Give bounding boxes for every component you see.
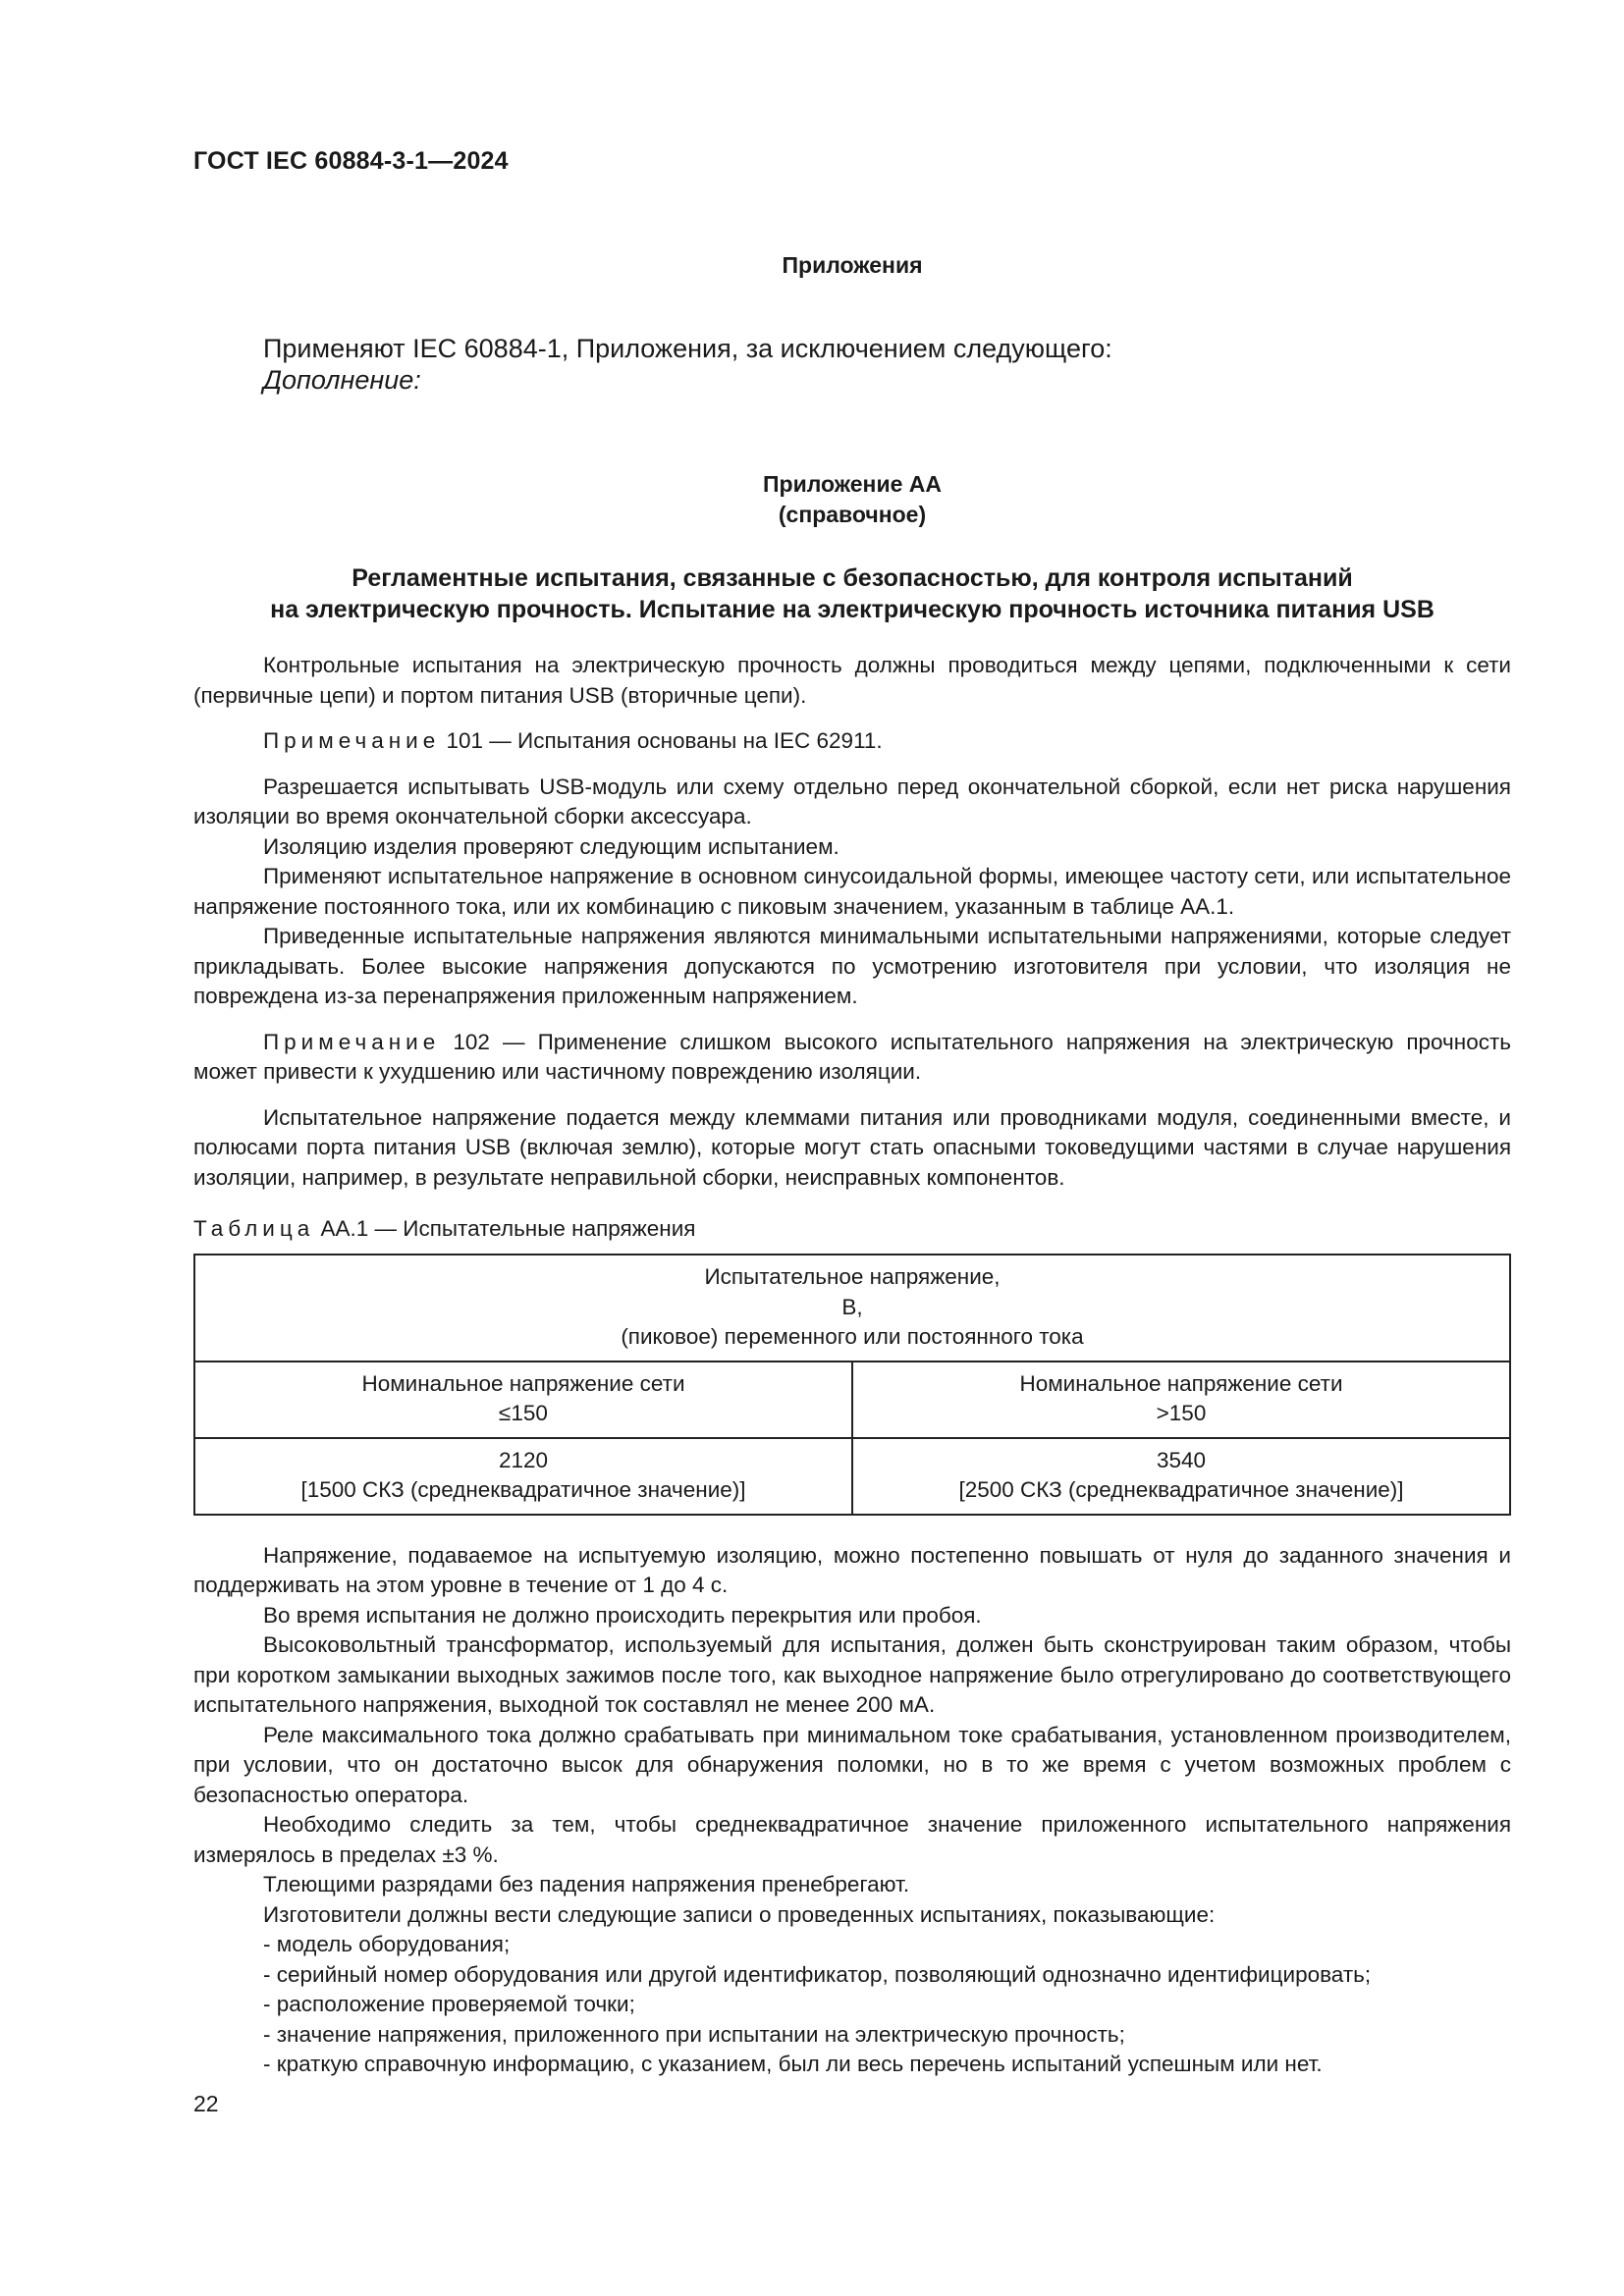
note-102: [193, 1028, 1511, 1088]
paragraph: Тлеющими разрядами без падения напряжения пренебрегают.: [263, 1872, 910, 1896]
column-header-line: >150: [1156, 1401, 1207, 1425]
paragraph: Высоковольтный трансформатор, используемый для испытания, должен быть сконструирован таким образом, чтобы при коротком замыкании выходных зажимов после того, как выходное напряжение было отрегулировано до соответствующего испытательного напряжения, выходной ток составлял не менее 200 мА.: [193, 1632, 1511, 1717]
body-text-after-table: [193, 1541, 1511, 2080]
paragraph: Испытательное напряжение подается между клеммами питания или проводниками модуля, соединенными вместе, и полюсами порта питания USB (включая землю), которые могут стать опасными токоведущими частями в случае нарушения изоляции, например, в результате неправильной сборки, неисправных компонентов.: [193, 1104, 1511, 1190]
table-column-header: [194, 1362, 852, 1438]
annex-title: Приложение АА: [762, 471, 942, 497]
table-caption: [193, 1214, 1511, 1244]
list-item: - значение напряжения, приложенного при испытании на электрическую прочность;: [263, 2021, 1125, 2047]
table-column-header: [852, 1362, 1510, 1438]
paragraph: Во время испытания не должно происходить перекрытия или пробоя.: [263, 1602, 982, 1628]
header-line: Испытательное напряжение,: [704, 1264, 1001, 1289]
annex-heading-line1: Регламентные испытания, связанные с безопасностью, для контроля испытаний: [352, 564, 1353, 592]
column-header-line: Номинальное напряжение сети: [361, 1370, 685, 1396]
annex-title-block: [193, 469, 1511, 530]
annex-heading: [193, 562, 1511, 625]
test-voltage-table: [193, 1254, 1511, 1516]
table-caption-label: Таблица: [193, 1216, 315, 1241]
column-header-line: Номинальное напряжение сети: [1019, 1370, 1343, 1396]
paragraph: Напряжение, подаваемое на испытуемую изоляцию, можно постепенно повышать от нуля до заданного значения и поддерживать на этом уровне в течение от 1 до 4 с.: [193, 1542, 1511, 1597]
cell-line: 3540: [1156, 1447, 1207, 1472]
document-id: ГОСТ IEC 60884-3-1—2024: [193, 147, 509, 175]
list-item: - модель оборудования;: [263, 1932, 511, 1956]
paragraph: Приведенные испытательные напряжения являются минимальными испытательными напряжениями, которые следует прикладывать. Более высокие напряжения допускаются по усмотрению изготовителя при условии, что изоляция не повреждена из-за перенапряжения приложенным напряжением.: [193, 924, 1511, 1008]
paragraph: Изготовители должны вести следующие записи о проведенных испытаниях, показывающие:: [263, 1901, 1216, 1927]
paragraph: Реле максимального тока должно срабатывать при минимальном токе срабатывания, установленном производителем, при условии, что он достаточно высок для обнаружения поломки, но в то же время с учетом возможных проблем с безопасностью оператора.: [193, 1722, 1511, 1807]
paragraph: Необходимо следить за тем, чтобы среднеквадратичное значение приложенного испытательного напряжения измерялось в пределах ±3 %.: [193, 1812, 1511, 1867]
table-caption-text: АА.1 — Испытательные напряжения: [320, 1216, 696, 1241]
paragraph: Контрольные испытания на электрическую прочность должны проводиться между цепями, подключенными к сети (первичные цепи) и портом питания USB (вторичные цепи).: [193, 653, 1511, 708]
cell-line: [2500 СКЗ (среднеквадратичное значение)]: [958, 1477, 1404, 1502]
note-text: 102 — Применение слишком высокого испытательного напряжения на электрическую прочность может привести к ухудшению или частичному повреждению изоляции.: [193, 1029, 1511, 1084]
page-number: 22: [193, 2091, 219, 2116]
body-text: [193, 651, 1511, 1193]
addition-label: Дополнение:: [263, 365, 421, 395]
note-text: 101 — Испытания основаны на IEC 62911.: [446, 728, 883, 753]
table-cell: [194, 1438, 852, 1515]
annex-heading-line2: на электрическую прочность. Испытание на электрическую прочность источника питания USB: [270, 596, 1435, 623]
table-row: [194, 1255, 1510, 1362]
paragraph: Применяют испытательное напряжение в основном синусоидальной формы, имеющее частоту сети, или испытательное напряжение постоянного тока, или их комбинацию с пиковым значением, указанным в таблице АА.1.: [193, 864, 1511, 919]
list-item: - краткую справочную информацию, с указанием, был ли весь перечень испытаний успешным или нет.: [263, 2052, 1323, 2076]
header-line: В,: [841, 1294, 863, 1319]
table-row: [194, 1362, 1510, 1438]
note-label: Примечание: [263, 728, 441, 753]
cell-line: 2120: [498, 1447, 549, 1472]
note-101: [193, 726, 1511, 757]
table-row: [194, 1438, 1510, 1515]
document-page: [193, 147, 1511, 2080]
list-item: - серийный номер оборудования или другой идентификатор, позволяющий однозначно идентифицировать;: [263, 1961, 1372, 1987]
column-header-line: ≤150: [499, 1401, 548, 1425]
table-header-cell: [194, 1255, 1510, 1362]
note-label: Примечание: [263, 1029, 441, 1054]
table-cell: [852, 1438, 1510, 1515]
list-item: - расположение проверяемой точки;: [263, 1992, 635, 2016]
paragraph: Разрешается испытывать USB-модуль или схему отдельно перед окончательной сборкой, если нет риска нарушения изоляции во время окончательной сборки аксессуара.: [193, 774, 1511, 828]
apply-text: Применяют IEC 60884-1, Приложения, за исключением следующего:: [263, 334, 1112, 363]
paragraph: Изоляцию изделия проверяют следующим испытанием.: [263, 833, 839, 859]
annex-subtitle: (справочное): [778, 502, 927, 527]
header-line: (пиковое) переменного или постоянного тока: [621, 1324, 1084, 1349]
cell-line: [1500 СКЗ (среднеквадратичное значение)]: [300, 1477, 746, 1502]
section-title: Приложения: [782, 252, 923, 278]
apply-statement: [193, 333, 1511, 396]
